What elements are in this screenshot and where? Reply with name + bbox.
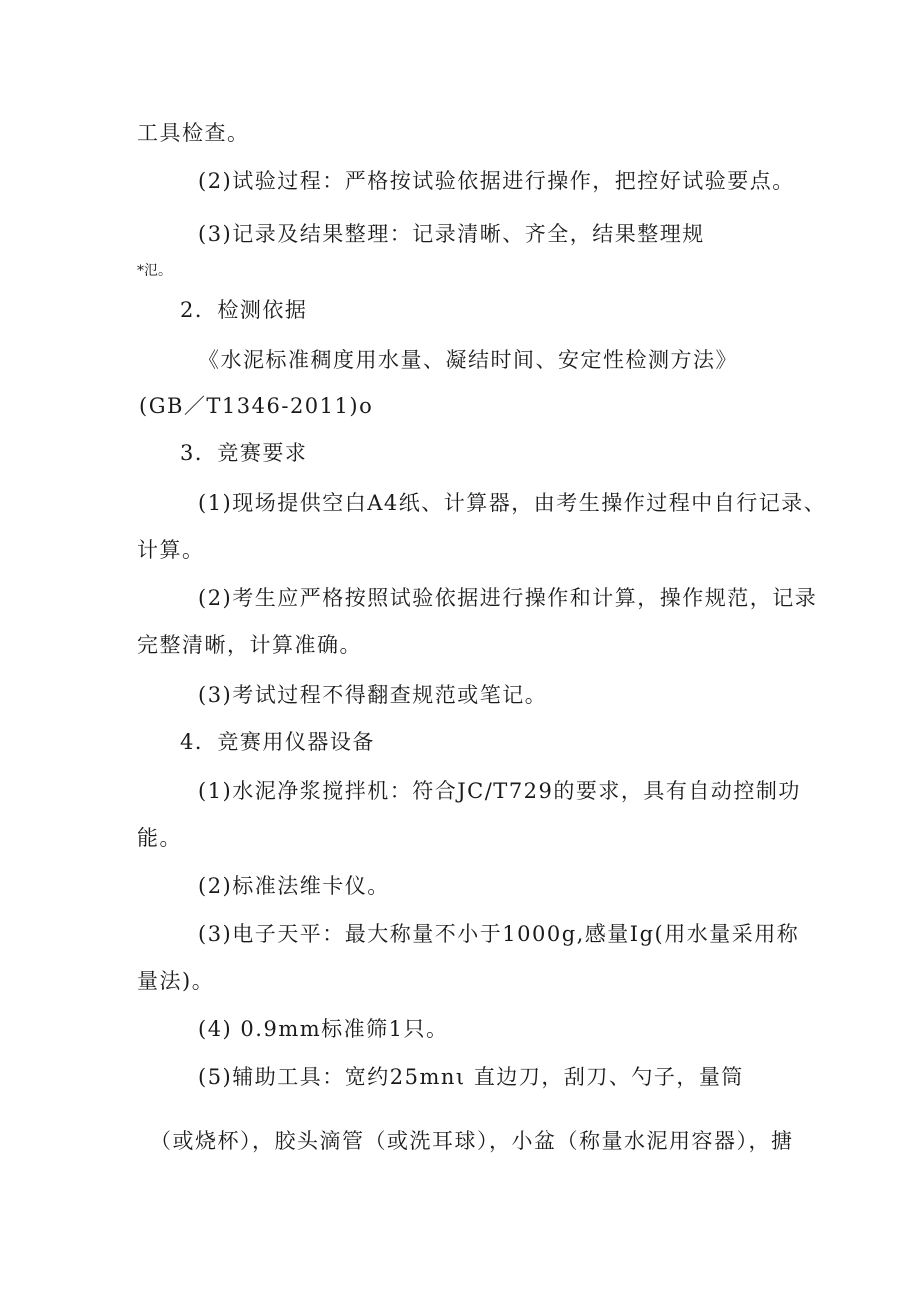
text-line: (2)考生应严格按照试验依据进行操作和计算，操作规范，记录 (198, 586, 818, 610)
text-line: (3)记录及结果整理：记录清晰、齐全，结果整理规 (198, 222, 705, 246)
text-line: (2)试验过程：严格按试验依据进行操作，把控好试验要点。 (198, 169, 795, 193)
text-line: (4) 0.9mm标准筛1只。 (198, 1017, 449, 1041)
text-line: 《水泥标准稠度用水量、凝结时间、安定性检测方法》 (198, 348, 738, 372)
text-line: 能。 (137, 826, 182, 850)
section-heading: 4．竞赛用仪器设备 (180, 730, 375, 754)
text-line: （或烧杯），胶头滴管（或洗耳球），小盆（称量水泥用容器），搪 (150, 1129, 794, 1153)
text-line: 完整清晰，计算准确。 (137, 633, 362, 657)
text-line: (1)水泥净浆搅拌机：符合JC/T729的要求，具有自动控制功 (198, 779, 801, 803)
text-line: *氾。 (137, 263, 172, 279)
section-heading: 3．竞赛要求 (180, 441, 308, 465)
text-line: (1)现场提供空白A4纸、计算器，由考生操作过程中自行记录、 (198, 491, 827, 515)
text-line: (5)辅助工具：宽约25mnι 直边刀，刮刀、勺子，量筒 (198, 1065, 744, 1089)
section-heading: 2．检测依据 (180, 298, 308, 322)
text-line: (GB／T1346-2011)o (139, 394, 374, 418)
text-line: (3)电子天平：最大称量不小于1000g,感量Ig(用水量采用称 (198, 922, 800, 946)
text-line: (3)考试过程不得翻查规范或笔记。 (198, 683, 548, 707)
text-line: 量法)。 (137, 969, 215, 993)
text-line: (2)标准法维卡仪。 (198, 874, 390, 898)
text-line: 工具检查。 (137, 121, 250, 145)
text-line: 计算。 (137, 538, 205, 562)
